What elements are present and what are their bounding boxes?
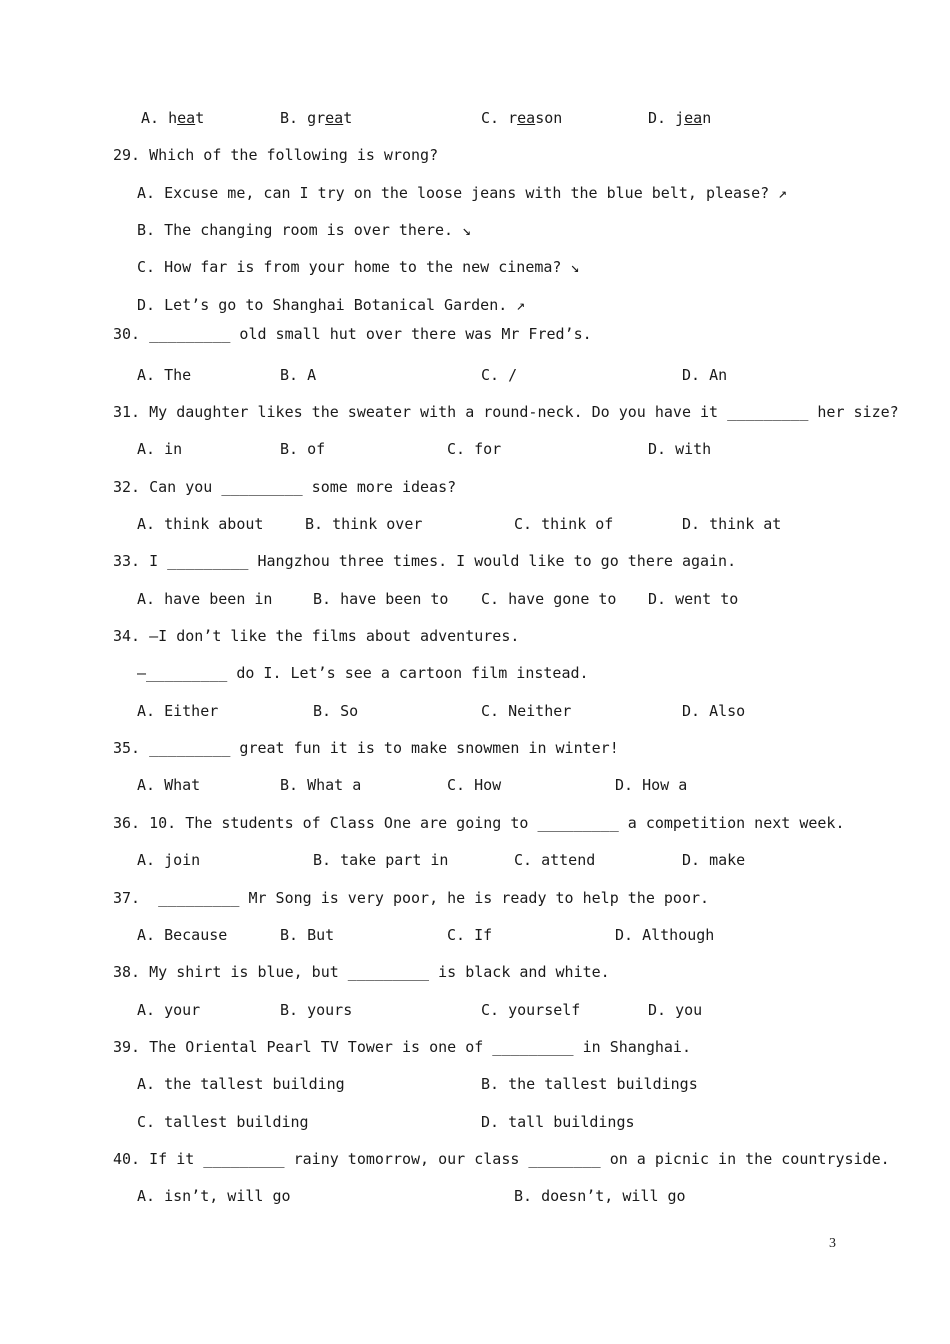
q38-option-a: A. your: [137, 1001, 201, 1019]
q29-option-a: A. Excuse me, can I try on the loose jeans with the blue belt, please? ↗: [137, 184, 788, 202]
q33-option-a: A. have been in: [137, 590, 273, 608]
q31-stem: 31. My daughter likes the sweater with a round-neck. Do you have it _________ her size?: [113, 403, 899, 421]
q36-option-b: B. take part in: [313, 851, 449, 869]
q35-option-a: A. What: [137, 776, 201, 794]
q30-option-c: C. /: [481, 366, 518, 384]
q32-option-b: B. think over: [305, 515, 423, 533]
q32-option-d: D. think at: [682, 515, 782, 533]
q34-stem: 34. —I don’t like the films about adventures.: [113, 627, 520, 645]
q39-option-c: C. tallest building: [137, 1113, 309, 1131]
q34-option-a: A. Either: [137, 702, 219, 720]
q39-option-a: A. the tallest building: [137, 1075, 345, 1093]
q39-option-d: D. tall buildings: [481, 1113, 635, 1131]
q36-option-a: A. join: [137, 851, 201, 869]
q30-option-d: D. An: [682, 366, 728, 384]
q37-option-c: C. If: [447, 926, 493, 944]
q38-option-b: B. yours: [280, 1001, 353, 1019]
q31-option-b: B. of: [280, 440, 326, 458]
q38-option-c: C. yourself: [481, 1001, 581, 1019]
q33-option-b: B. have been to: [313, 590, 449, 608]
q35-stem: 35. _________ great fun it is to make snowmen in winter!: [113, 739, 619, 757]
q37-stem: 37. _________ Mr Song is very poor, he is ready to help the poor.: [113, 889, 710, 907]
q29-stem: 29. Which of the following is wrong?: [113, 146, 439, 164]
underlined-letters: ea: [325, 109, 344, 127]
q30-stem: 30. _________ old small hut over there was Mr Fred’s.: [113, 325, 592, 343]
q30-option-a: A. The: [137, 366, 192, 384]
q29-option-c: C. How far is from your home to the new cinema? ↘: [137, 258, 580, 276]
q37-option-b: B. But: [280, 926, 335, 944]
q34-option-d: D. Also: [682, 702, 746, 720]
q35-option-c: C. How: [447, 776, 502, 794]
q28-option-b: B. great: [280, 109, 353, 127]
q32-stem: 32. Can you _________ some more ideas?: [113, 478, 457, 496]
q35-option-b: B. What a: [280, 776, 362, 794]
q28-option-d: D. jean: [648, 109, 712, 127]
q34-option-b: B. So: [313, 702, 359, 720]
q33-option-d: D. went to: [648, 590, 739, 608]
underlined-letters: ea: [684, 109, 703, 127]
q32-option-a: A. think about: [137, 515, 264, 533]
q31-option-d: D. with: [648, 440, 712, 458]
q39-stem: 39. The Oriental Pearl TV Tower is one of _________ in Shanghai.: [113, 1038, 691, 1056]
q28-option-c: C. reason: [481, 109, 563, 127]
q30-option-b: B. A: [280, 366, 317, 384]
q40-option-a: A. isn’t, will go: [137, 1187, 291, 1205]
q36-stem: 36. 10. The students of Class One are going to _________ a competition next week.: [113, 814, 845, 832]
q29-option-d: D. Let’s go to Shanghai Botanical Garden. ↗: [137, 296, 526, 314]
q28-option-a: A. heat: [141, 109, 205, 127]
q33-stem: 33. I _________ Hangzhou three times. I would like to go there again.: [113, 552, 737, 570]
underlined-letters: ea: [177, 109, 196, 127]
q40-option-b: B. doesn’t, will go: [514, 1187, 686, 1205]
q36-option-c: C. attend: [514, 851, 596, 869]
q37-option-d: D. Although: [615, 926, 715, 944]
q39-option-b: B. the tallest buildings: [481, 1075, 698, 1093]
page-number: 3: [829, 1236, 836, 1251]
q35-option-d: D. How a: [615, 776, 688, 794]
q29-option-b: B. The changing room is over there. ↘: [137, 221, 472, 239]
q36-option-d: D. make: [682, 851, 746, 869]
q38-option-d: D. you: [648, 1001, 703, 1019]
q32-option-c: C. think of: [514, 515, 614, 533]
q34-option-c: C. Neither: [481, 702, 572, 720]
q34-stem-reply: —_________ do I. Let’s see a cartoon film instead.: [137, 664, 589, 682]
q37-option-a: A. Because: [137, 926, 228, 944]
q40-stem: 40. If it _________ rainy tomorrow, our class ________ on a picnic in the countryside.: [113, 1150, 890, 1168]
q31-option-a: A. in: [137, 440, 183, 458]
q38-stem: 38. My shirt is blue, but _________ is black and white.: [113, 963, 610, 981]
q31-option-c: C. for: [447, 440, 502, 458]
underlined-letters: ea: [517, 109, 536, 127]
q33-option-c: C. have gone to: [481, 590, 617, 608]
